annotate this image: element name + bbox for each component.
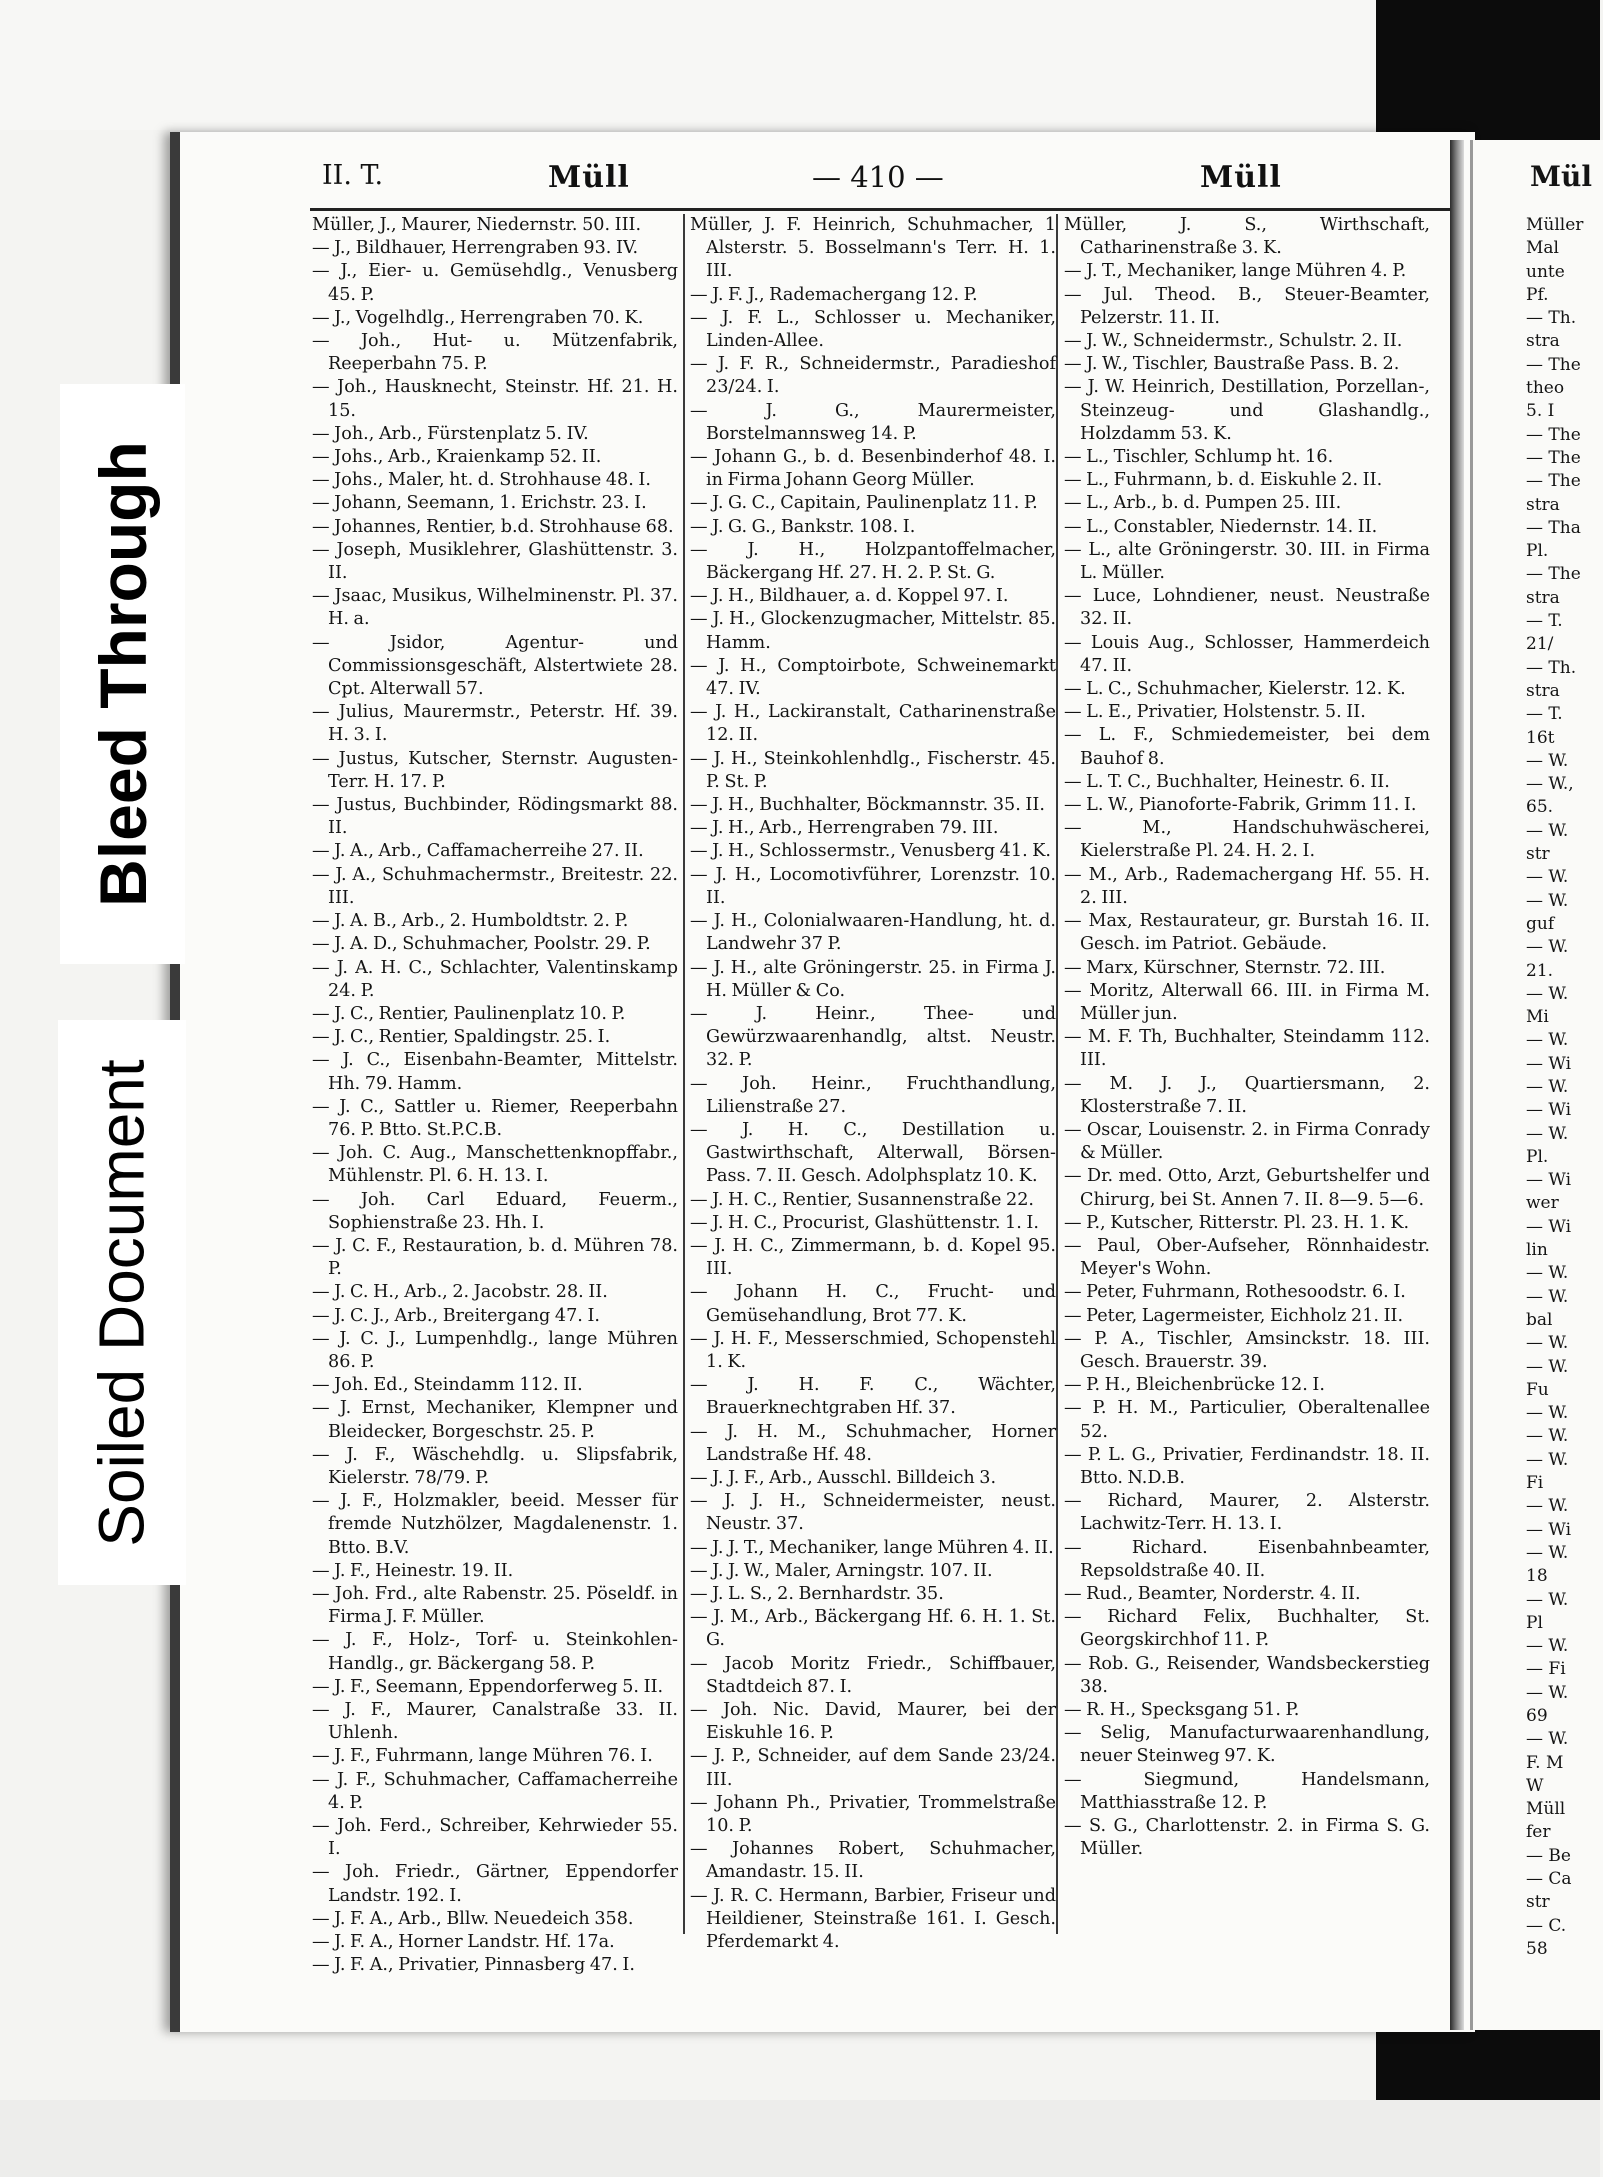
adjacent-page-line: Pl: [1526, 1612, 1543, 1633]
adjacent-page-line: — W.: [1526, 890, 1569, 911]
directory-entry: — J. C., Eisenbahn-Beamter, Mittelstr. Hh. 79. Hamm.: [312, 1050, 678, 1094]
directory-entry: — J. F. J., Rademachergang 12. P.: [690, 284, 978, 305]
adjacent-page-line: 18: [1526, 1566, 1548, 1587]
adjacent-page-line: — Wi: [1526, 1519, 1572, 1540]
adjacent-page-line: str: [1526, 1892, 1550, 1913]
directory-entry: — J. J. F., Arb., Ausschl. Billdeich 3.: [690, 1467, 997, 1488]
directory-entry: — L., Arb., b. d. Pumpen 25. III.: [1064, 493, 1342, 514]
directory-entry: — J. F. A., Privatier, Pinnasberg 47. I.: [312, 1955, 635, 1976]
directory-entry: — L. E., Privatier, Holstenstr. 5. II.: [1064, 702, 1366, 723]
directory-entry: — Richard Felix, Buchhalter, St. Georgskirchhof 11. P.: [1064, 1607, 1430, 1651]
directory-entry: — Selig, Manufacturwaarenhandlung, neuer Steinweg 97. K.: [1064, 1723, 1430, 1767]
directory-entry: — J. J. H., Schneidermeister, neust. Neustr. 37.: [690, 1491, 1056, 1535]
scan-bottom-margin: [0, 2100, 1600, 2177]
adjacent-page-line: — W.: [1526, 1729, 1569, 1750]
directory-entry: — Joh. C. Aug., Manschettenknopffabr., Mühlenstr. Pl. 6. H. 13. I.: [312, 1143, 678, 1187]
directory-entry: — Jsidor, Agentur- und Commissionsgeschäft, Alstertwiete 28. Cpt. Alterwall 57.: [312, 632, 678, 700]
adjacent-page-line: — W.: [1526, 1449, 1569, 1470]
directory-entry: — J. A., Arb., Caffamacherreihe 27. II.: [312, 841, 644, 862]
directory-entry: — Joh. Ferd., Schreiber, Kehrwieder 55. I.: [312, 1816, 678, 1860]
directory-entry: — J. H. F. C., Wächter, Brauerknechtgraben Hf. 37.: [690, 1375, 1056, 1419]
adjacent-page-line: W: [1526, 1775, 1544, 1796]
adjacent-page-line: Fu: [1526, 1379, 1549, 1400]
directory-entry: — Joh., Hausknecht, Steinstr. Hf. 21. H. 15.: [312, 377, 678, 421]
directory-entry: — J. C., Rentier, Paulinenplatz 10. P.: [312, 1003, 626, 1024]
adjacent-page-line: stra: [1526, 331, 1560, 352]
directory-entry: — J. H., Colonialwaaren-Handlung, ht. d. Landwehr 37 P.: [690, 911, 1056, 955]
adjacent-page-line: — W.: [1526, 1076, 1569, 1097]
adjacent-page-line: 21.: [1526, 960, 1554, 981]
scan-top-margin: [0, 0, 1600, 130]
directory-entry: — Richard. Eisenbahnbeamter, Repsoldstraße 40. II.: [1064, 1537, 1430, 1581]
column-middle: [690, 214, 1056, 1953]
directory-entry: — J. H., Buchhalter, Böckmannstr. 35. II.: [690, 795, 1045, 816]
adjacent-page-line: — W.: [1526, 1263, 1569, 1284]
directory-entry: — J. F., Holzmakler, beeid. Messer für fremde Nutzhölzer, Magdalenenstr. 1. Btto. B.V.: [312, 1491, 678, 1558]
directory-entry: Müller, J. F. Heinrich, Schuhmacher, 1 Alsterstr. 5. Bosselmann's Terr. H. 1. III.: [690, 215, 1056, 282]
directory-entry: — J. Ernst, Mechaniker, Klempner und Bleidecker, Borgeschstr. 25. P.: [312, 1398, 678, 1442]
directory-entry: — Oscar, Louisenstr. 2. in Firma Conrady & Müller.: [1064, 1119, 1430, 1164]
directory-entry: — Joh. Carl Eduard, Feuerm., Sophienstraße 23. Hh. I.: [312, 1189, 678, 1233]
adjacent-page-line: — W.: [1526, 1636, 1569, 1657]
directory-entry: — J. J. W., Maler, Arningstr. 107. II.: [690, 1560, 993, 1581]
adjacent-page-line: fer: [1526, 1822, 1551, 1843]
adjacent-page-line: Müll: [1526, 1799, 1566, 1820]
adjacent-page-line: wer: [1526, 1193, 1559, 1214]
adjacent-page-line: — W.: [1526, 1589, 1569, 1610]
directory-entry: — Justus, Kutscher, Sternstr. Augusten-Terr. H. 17. P.: [312, 748, 678, 792]
adjacent-page-line: Mi: [1526, 1007, 1549, 1028]
adjacent-page-line: — W.: [1526, 983, 1569, 1004]
adjacent-page-line: lin: [1526, 1240, 1548, 1261]
directory-entry: — J. C., Sattler u. Riemer, Reeperbahn 76. P. Btto. St.P.C.B.: [312, 1096, 678, 1140]
volume-mark: II. T.: [322, 160, 384, 191]
adjacent-page-line: — Wi: [1526, 1170, 1572, 1191]
directory-entry: — J. W. Heinrich, Destillation, Porzellan-, Steinzeug- und Glashandlg., Holzdamm 53. K.: [1064, 377, 1430, 444]
directory-entry: — P. H. M., Particulier, Oberaltenallee 52.: [1064, 1398, 1430, 1442]
adjacent-page-line: — W.: [1526, 750, 1569, 771]
directory-entry: — L., Constabler, Niedernstr. 14. II.: [1064, 516, 1378, 537]
directory-entry: — J., Bildhauer, Herrengraben 93. IV.: [312, 238, 639, 259]
adjacent-page-line: — T.: [1526, 611, 1563, 632]
directory-entry: — J. H., Holzpantoffelmacher, Bäckergang Hf. 27. H. 2. P. St. G.: [690, 539, 1056, 584]
directory-entry: — J., Vogelhdlg., Herrengraben 70. K.: [312, 307, 644, 328]
directory-entry: — Johs., Maler, ht. d. Strohhause 48. I.: [312, 470, 651, 491]
adjacent-page-line: — The: [1526, 424, 1581, 445]
directory-entry: — Marx, Kürschner, Sternstr. 72. III.: [1064, 957, 1386, 978]
directory-entry: — J. H., Locomotivführer, Lorenzstr. 10. II.: [690, 864, 1056, 908]
directory-entry: — J. G. G., Bankstr. 108. I.: [690, 516, 916, 537]
adjacent-page-line: — Be: [1526, 1845, 1571, 1866]
directory-entry: — J. H., Lackiranstalt, Catharinenstraße 12. II.: [690, 702, 1056, 746]
directory-entry: — J. F. L., Schlosser u. Mechaniker, Linden-Allee.: [690, 307, 1056, 352]
directory-entry: — J. H. C., Destillation u. Gastwirthschaft, Alterwall, Börsen-Pass. 7. II. Gesch. Adolphsplatz 10. K.: [690, 1119, 1056, 1187]
adjacent-page-line: — The: [1526, 447, 1581, 468]
directory-entry: — J. C., Rentier, Spaldingstr. 25. I.: [312, 1027, 611, 1048]
directory-entry: — P., Kutscher, Ritterstr. Pl. 23. H. 1. K.: [1064, 1212, 1410, 1233]
adjacent-page-line: F. M: [1526, 1752, 1564, 1773]
directory-entry: — Joh. Nic. David, Maurer, bei der Eiskuhle 16. P.: [690, 1700, 1056, 1744]
directory-entry: — J. L. S., 2. Bernhardstr. 35.: [690, 1583, 944, 1604]
adjacent-page-line: — W.: [1526, 1286, 1569, 1307]
directory-entry: — L. W., Pianoforte-Fabrik, Grimm 11. I.: [1064, 795, 1417, 816]
directory-entry: — L., Fuhrmann, b. d. Eiskuhle 2. II.: [1064, 470, 1383, 491]
directory-entry: — J. F., Schuhmacher, Caffamacherreihe 4. P.: [312, 1769, 678, 1813]
directory-entry: — J. T., Mechaniker, lange Mühren 4. P.: [1064, 261, 1407, 282]
directory-entry: — J. C. F., Restauration, b. d. Mühren 78. P.: [312, 1235, 678, 1280]
adjacent-page-line: — Fi: [1526, 1659, 1566, 1680]
directory-entry: — Joh. Friedr., Gärtner, Eppendorfer Landstr. 192. I.: [312, 1862, 678, 1906]
adjacent-page-line: Pl.: [1526, 1146, 1549, 1167]
directory-entry: — Joseph, Musiklehrer, Glashüttenstr. 3. II.: [312, 539, 678, 584]
directory-entry: — Rud., Beamter, Norderstr. 4. II.: [1064, 1583, 1361, 1604]
directory-entry: — J. R. C. Hermann, Barbier, Friseur und Heildiener, Steinstraße 161. I. Gesch. Pferdemarkt 4.: [690, 1885, 1056, 1953]
directory-entry: — J. H. C., Rentier, Susannenstraße 22.: [690, 1189, 1035, 1210]
directory-entry: — Siegmund, Handelsmann, Matthiasstraße 12. P.: [1064, 1769, 1430, 1813]
directory-entry: — M., Handschuhwäscherei, Kielerstraße Pl. 24. H. 2. I.: [1064, 818, 1430, 862]
directory-entry: — J. W., Tischler, Baustraße Pass. B. 2.: [1064, 354, 1400, 375]
directory-entry: — M., Arb., Rademachergang Hf. 55. H. 2. III.: [1064, 864, 1430, 908]
directory-entry: — J. F., Maurer, Canalstraße 33. II. Uhlenh.: [312, 1700, 678, 1744]
adjacent-page-line: — Th.: [1526, 657, 1577, 678]
running-head-left: Müll: [548, 160, 630, 195]
adjacent-page-line: — Th.: [1526, 308, 1577, 329]
directory-entry: — J. A. D., Schuhmacher, Poolstr. 29. P.: [312, 934, 651, 955]
directory-entry: — M. J. J., Quartiersmann, 2. Klosterstraße 7. II.: [1064, 1073, 1430, 1117]
directory-entry: — Justus, Buchbinder, Rödingsmarkt 88. II.: [312, 795, 678, 839]
directory-entry: — Joh., Hut- u. Mützenfabrik, Reeperbahn 75. P.: [312, 331, 678, 375]
directory-entry: — J. H., Steinkohlenhdlg., Fischerstr. 45. P. St. P.: [690, 748, 1056, 792]
directory-entry: — R. H., Specksgang 51. P.: [1064, 1700, 1300, 1720]
soiled-document-text: Soiled Document: [86, 1058, 158, 1547]
adjacent-page-line: — W.: [1526, 1496, 1569, 1517]
directory-entry: — L. F., Schmiedemeister, bei dem Bauhof 8.: [1064, 725, 1430, 769]
adjacent-page-line: Mal: [1526, 238, 1559, 259]
adjacent-page-line: 5. I: [1526, 401, 1555, 422]
directory-entry: — J. Heinr., Thee- und Gewürzwaarenhandlg, altst. Neustr. 32. P.: [690, 1003, 1056, 1071]
adjacent-page-line: guf: [1526, 913, 1555, 934]
directory-entry: — J. H. M., Schuhmacher, Horner Landstraße Hf. 48.: [690, 1421, 1056, 1465]
directory-entry: — J. C. J., Arb., Breitergang 47. I.: [312, 1305, 601, 1326]
adjacent-page-line: 69: [1526, 1706, 1548, 1726]
directory-entry: — J. F., Wäschehdlg. u. Slipsfabrik, Kielerstr. 78/79. P.: [312, 1444, 678, 1488]
adjacent-page-line: — W.: [1526, 820, 1569, 841]
adjacent-page-line: Pl.: [1526, 541, 1549, 562]
directory-entry: — J. F. A., Arb., Bllw. Neuedeich 358.: [312, 1908, 634, 1929]
directory-entry: — Joh., Arb., Fürstenplatz 5. IV.: [312, 423, 589, 444]
directory-entry: — J. H., Comptoirbote, Schweinemarkt 47. IV.: [690, 655, 1056, 700]
directory-entry: — Johs., Arb., Kraienkamp 52. II.: [312, 447, 602, 468]
directory-entry: — J. H. C., Zimmermann, b. d. Kopel 95. III.: [690, 1235, 1056, 1280]
directory-entry: — Johannes Robert, Schuhmacher, Amandastr. 15. II.: [690, 1839, 1056, 1883]
directory-entry: — J. F., Heinestr. 19. II.: [312, 1560, 514, 1581]
directory-entry: — M. F. Th, Buchhalter, Steindamm 112. III.: [1064, 1027, 1430, 1071]
bleed-through-label: [60, 384, 185, 964]
adjacent-page-text: [1526, 214, 1600, 1959]
directory-entry: — J. H. C., Procurist, Glashüttenstr. 1. I.: [690, 1212, 1039, 1233]
directory-entry: — S. G., Charlottenstr. 2. in Firma S. G. Müller.: [1064, 1816, 1430, 1860]
adjacent-page-line: — The: [1526, 471, 1581, 492]
directory-entry: — L. C., Schuhmacher, Kielerstr. 12. K.: [1064, 679, 1406, 700]
adjacent-page-line: Pf.: [1526, 284, 1549, 305]
directory-entry: — Johann H. C., Frucht- und Gemüsehandlung, Brot 77. K.: [690, 1282, 1056, 1326]
directory-entry: — P. A., Tischler, Amsinckstr. 18. III. Gesch. Brauerstr. 39.: [1064, 1328, 1430, 1372]
directory-entry: — Dr. med. Otto, Arzt, Geburtshelfer und Chirurg, bei St. Annen 7. II. 8—9. 5—6.: [1064, 1166, 1430, 1210]
adjacent-page-line: stra: [1526, 587, 1560, 608]
adjacent-page-line: — T.: [1526, 704, 1563, 725]
directory-entry: — Max, Restaurateur, gr. Burstah 16. II. Gesch. im Patriot. Gebäude.: [1064, 911, 1430, 955]
directory-entry: — Richard, Maurer, 2. Alsterstr. Lachwitz-Terr. H. 13. I.: [1064, 1491, 1430, 1535]
directory-entry: — Rob. G., Reisender, Wandsbeckerstieg 38.: [1064, 1653, 1430, 1697]
adjacent-page-line: — W.: [1526, 1682, 1569, 1703]
adjacent-page-line: 65.: [1526, 797, 1554, 818]
directory-entry: — Paul, Ober-Aufseher, Rönnhaidestr. Meyer's Wohn.: [1064, 1235, 1430, 1280]
adjacent-page-line: bal: [1526, 1309, 1553, 1330]
directory-entry: — Jul. Theod. B., Steuer-Beamter, Pelzerstr. 11. II.: [1064, 284, 1430, 328]
directory-entry: — Joh. Frd., alte Rabenstr. 25. Pöseldf. in Firma J. F. Müller.: [312, 1583, 678, 1628]
directory-entry: — Joh. Heinr., Fruchthandlung, Lilienstraße 27.: [690, 1073, 1056, 1117]
adjacent-page-line: — W.: [1526, 1030, 1569, 1051]
page-gutter-shadow: [1450, 140, 1464, 2030]
directory-entry: Müller, J. S., Wirthschaft, Catharinenstraße 3. K.: [1064, 215, 1430, 259]
directory-entry: — J. A. B., Arb., 2. Humboldtstr. 2. P.: [312, 911, 629, 932]
directory-entry: — Jsaac, Musikus, Wilhelminenstr. Pl. 37. H. a.: [312, 586, 678, 630]
adjacent-page-line: — W.,: [1526, 774, 1574, 795]
directory-entry: — J. G., Maurermeister, Borstelmannsweg 14. P.: [690, 400, 1056, 444]
directory-entry: — J. F., Holz-, Torf- u. Steinkohlen-Handlg., gr. Bäckergang 58. P.: [312, 1630, 678, 1674]
column-divider: [683, 214, 685, 1934]
directory-entry: — J., Eier- u. Gemüsehdlg., Venusberg 45. P.: [312, 261, 678, 305]
column-left: [312, 214, 678, 1976]
adjacent-page-line: unte: [1526, 261, 1565, 282]
adjacent-page-line: 16t: [1526, 727, 1555, 748]
adjacent-page-line: str: [1526, 844, 1550, 865]
adjacent-page-line: 58: [1526, 1938, 1548, 1959]
directory-entry: — J. H., Arb., Herrengraben 79. III.: [690, 818, 999, 839]
directory-entry: — J. H., Schlossermstr., Venusberg 41. K.: [690, 841, 1051, 862]
directory-entry: — Jacob Moritz Friedr., Schiffbauer, Stadtdeich 87. I.: [690, 1653, 1056, 1697]
adjacent-page-line: Fi: [1526, 1473, 1544, 1494]
directory-entry: — Moritz, Alterwall 66. III. in Firma M. Müller jun.: [1064, 980, 1430, 1024]
adjacent-page-line: — W.: [1526, 1426, 1569, 1447]
directory-entry: — J. M., Arb., Bäckergang Hf. 6. H. 1. St. G.: [690, 1607, 1056, 1651]
directory-entry: — P. H., Bleichenbrücke 12. I.: [1064, 1375, 1325, 1396]
adjacent-page-line: — W.: [1526, 937, 1569, 958]
adjacent-page-line: — Ca: [1526, 1869, 1572, 1890]
soiled-document-label: [58, 1020, 186, 1585]
directory-entry: — Joh. Ed., Steindamm 112. II.: [312, 1375, 583, 1396]
directory-entry: — J. H., alte Gröningerstr. 25. in Firma J. H. Müller & Co.: [690, 957, 1056, 1001]
column-right: [1064, 214, 1430, 1934]
adjacent-page-line: — W.: [1526, 1123, 1569, 1144]
directory-entry: — J. H., Bildhauer, a. d. Koppel 97. I.: [690, 586, 1009, 607]
directory-entry: — J. A., Schuhmachermstr., Breitestr. 22. III.: [312, 864, 678, 908]
adjacent-page-heading: Mül: [1530, 160, 1592, 193]
bleed-through-text: Bleed Through: [85, 441, 160, 907]
directory-entry: — L., Tischler, Schlump ht. 16.: [1064, 447, 1334, 468]
adjacent-page-line: — The: [1526, 564, 1581, 585]
header-rule: [310, 208, 1450, 211]
directory-entry: — J. G. C., Capitain, Paulinenplatz 11. P.: [690, 493, 1038, 514]
adjacent-page-line: — The: [1526, 354, 1581, 375]
directory-entry: — J. F., Fuhrmann, lange Mühren 76. I.: [312, 1746, 653, 1767]
directory-entry: — Louis Aug., Schlosser, Hammerdeich 47. II.: [1064, 632, 1430, 676]
directory-entry: — J. J. T., Mechaniker, lange Mühren 4. II.: [690, 1537, 1054, 1558]
adjacent-page-line: — W.: [1526, 1403, 1569, 1424]
adjacent-page-line: stra: [1526, 494, 1560, 515]
running-head-right: Müll: [1200, 160, 1282, 195]
column-divider: [1056, 214, 1058, 1934]
adjacent-page-line: — W.: [1526, 867, 1569, 888]
directory-entry: — J. H. F., Messerschmied, Schopenstehl 1. K.: [690, 1328, 1056, 1372]
directory-entry: — Johann G., b. d. Besenbinderhof 48. I. in Firma Johann Georg Müller.: [690, 447, 1056, 491]
directory-entry: — L. T. C., Buchhalter, Heinestr. 6. II.: [1064, 771, 1390, 792]
directory-entry: — J. F., Seemann, Eppendorferweg 5. II.: [312, 1676, 664, 1697]
adjacent-page-line: — Tha: [1526, 517, 1581, 538]
page-number: — 410 —: [812, 160, 944, 194]
directory-entry: — P. L. G., Privatier, Ferdinandstr. 18. II. Btto. N.D.B.: [1064, 1444, 1430, 1488]
directory-entry: — Julius, Maurermstr., Peterstr. Hf. 39. H. 3. I.: [312, 702, 678, 746]
adjacent-page-line: theo: [1526, 378, 1565, 399]
directory-entry: — Luce, Lohndiener, neust. Neustraße 32. II.: [1064, 586, 1430, 630]
adjacent-page-line: — Wi: [1526, 1100, 1572, 1121]
directory-entry: — J. C. J., Lumpenhdlg., lange Mühren 86. P.: [312, 1328, 678, 1372]
adjacent-page-line: Müller: [1526, 215, 1584, 235]
directory-entry: — J. A. H. C., Schlachter, Valentinskamp 24. P.: [312, 957, 678, 1001]
directory-entry: — J. H., Glockenzugmacher, Mittelstr. 85. Hamm.: [690, 609, 1056, 653]
directory-entry: — L., alte Gröningerstr. 30. III. in Firma L. Müller.: [1064, 539, 1430, 584]
adjacent-page-line: — W.: [1526, 1333, 1569, 1354]
adjacent-page-line: — W.: [1526, 1356, 1569, 1377]
directory-entry: — Peter, Lagermeister, Eichholz 21. II.: [1064, 1305, 1404, 1326]
adjacent-page-line: — W.: [1526, 1542, 1569, 1563]
adjacent-page-line: stra: [1526, 680, 1560, 701]
adjacent-page-line: — C.: [1526, 1915, 1567, 1936]
directory-entry: — Johann Ph., Privatier, Trommelstraße 10. P.: [690, 1792, 1056, 1837]
adjacent-page-line: — Wi: [1526, 1216, 1572, 1237]
directory-entry: — Johannes, Rentier, b.d. Strohhause 68.: [312, 516, 674, 537]
directory-entry: — J. F. A., Horner Landstr. Hf. 17a.: [312, 1932, 615, 1953]
directory-entry: — J. P., Schneider, auf dem Sande 23/24. III.: [690, 1746, 1056, 1790]
directory-entry: — Johann, Seemann, 1. Erichstr. 23. I.: [312, 493, 647, 514]
directory-entry: — J. C. H., Arb., 2. Jacobstr. 28. II.: [312, 1282, 608, 1303]
directory-entry: — J. W., Schneidermstr., Schulstr. 2. II.: [1064, 331, 1403, 352]
adjacent-page-line: — Wi: [1526, 1053, 1572, 1074]
directory-entry: — J. F. R., Schneidermstr., Paradieshof 23/24. I.: [690, 354, 1056, 398]
adjacent-page-line: 21/: [1526, 634, 1554, 655]
directory-entry: Müller, J., Maurer, Niedernstr. 50. III.: [312, 215, 642, 235]
directory-entry: — Peter, Fuhrmann, Rothesoodstr. 6. I.: [1064, 1282, 1406, 1303]
